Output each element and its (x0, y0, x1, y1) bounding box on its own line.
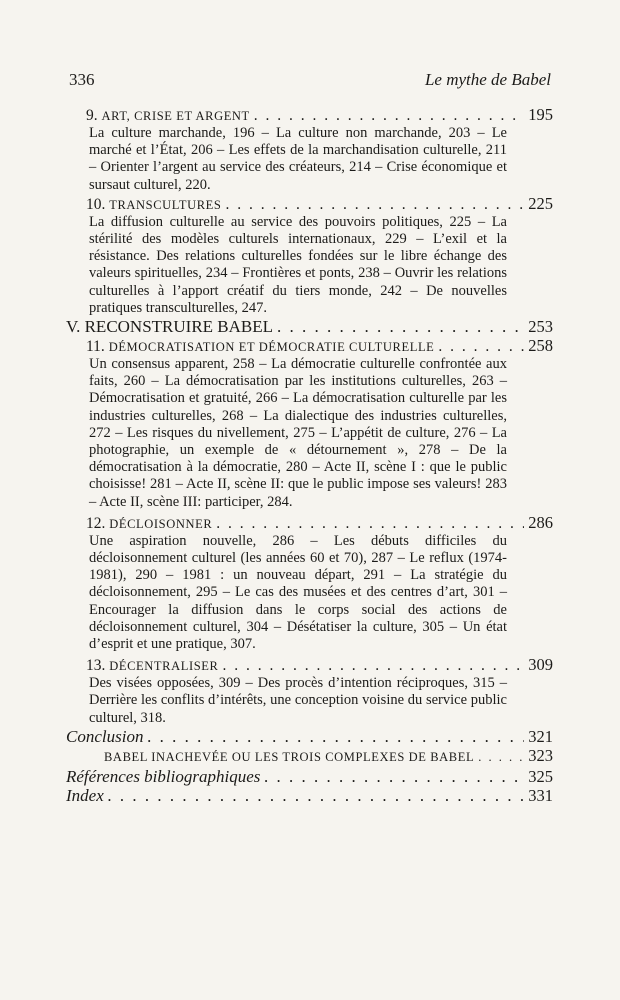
chapter-page: 286 (528, 512, 553, 532)
leader-dots (216, 515, 524, 532)
toc-entry-index (66, 786, 553, 805)
chapter-number: 11. (86, 338, 105, 356)
back-matter-page: 323 (528, 745, 553, 765)
chapter-title: TRANSCULTURES (109, 197, 222, 212)
chapter-title: DÉCLOISONNER (109, 516, 213, 531)
toc-entry-babel-inachevee (69, 746, 553, 767)
table-of-contents (66, 105, 553, 805)
chapter-title: ART, CRISE ET ARGENT (101, 109, 250, 123)
chapter-number: 12. (86, 514, 106, 532)
toc-entry-chapter-13 (69, 656, 553, 675)
back-matter-title: Conclusion (66, 726, 144, 746)
leader-dots (225, 196, 524, 213)
leader-dots (438, 338, 524, 355)
leader-dots (108, 786, 524, 805)
chapter-page: 309 (528, 655, 553, 675)
leader-dots (254, 107, 524, 124)
chapter-number: 13. (86, 657, 106, 675)
leader-dots (478, 748, 524, 767)
leader-dots (277, 317, 524, 337)
toc-entry-chapter-11 (69, 337, 553, 356)
part-number: V. (66, 317, 81, 337)
back-matter-title: Index (66, 785, 104, 805)
running-title: Le mythe de Babel (424, 70, 551, 89)
back-matter-page: 321 (528, 726, 553, 746)
leader-dots (222, 657, 524, 674)
toc-entry-chapter-9 (69, 106, 553, 125)
chapter-page: 195 (528, 105, 553, 124)
back-matter-page: 325 (528, 766, 553, 786)
chapter-number: 9. (86, 107, 98, 124)
toc-entry-references (66, 767, 553, 786)
chapter-summary: La culture marchande, 196 – La culture non marchande, 203 – Le marché et l’État, 206 – Les effets de la marchandisation culturelle, 211 – Orienter l’argent au service des créateurs, 214 – Crise économique et sursaut culturel, 220. (89, 125, 507, 193)
page-number: 336 (69, 70, 95, 89)
toc-entry-conclusion (66, 727, 553, 746)
leader-dots (264, 767, 524, 786)
leader-dots (147, 727, 524, 746)
chapter-summary: La diffusion culturelle au service des pouvoirs politiques, 225 – La stérilité des modèles culturels internationaux, 229 – L’exil et la résistance. Des relations culturelles fondées sur le libre échange des valeurs spirituelles, 234 – Frontières et ponts, 238 – Ouvrir les relations culturelles à l’apport créatif du tiers monde, 242 – De nouvelles pratiques transculturelles, 247. (89, 213, 507, 316)
chapter-summary: Une aspiration nouvelle, 286 – Les débuts difficiles du décloisonnement culturel (les années 60 et 70), 287 – Le reflux (1974-1981), 290 – 1981 : un nouveau départ, 291 – La stratégie du décloisonnement, 295 – Le cas des musées et des centres d’art, 301 – Encourager la diffusion dans le corps social des actions de décloisonnement culturel, 304 – Désétatiser la culture, 305 – Un état d’esprit et une pratique, 307. (89, 532, 507, 653)
toc-entry-part-5 (66, 317, 553, 337)
chapter-summary: Des visées opposées, 309 – Des procès d’intention réciproques, 315 – Derrière les conflits d’intérêts, une conception voisine du service public culturel, 318. (89, 675, 507, 726)
chapter-title: DÉCENTRALISER (109, 659, 219, 674)
back-matter-title: Références bibliographiques (66, 766, 261, 786)
part-title: RECONSTRUIRE BABEL (84, 317, 274, 337)
back-matter-page: 331 (528, 785, 553, 805)
toc-entry-chapter-12 (69, 514, 553, 533)
part-page: 253 (528, 317, 553, 337)
toc-entry-chapter-10 (69, 195, 553, 214)
chapter-number: 10. (86, 195, 106, 213)
chapter-title: DÉMOCRATISATION ET DÉMOCRATIE CULTURELLE (108, 340, 435, 355)
back-matter-title: BABEL INACHEVÉE OU LES TROIS COMPLEXES DE BABEL (104, 749, 475, 764)
chapter-page: 258 (528, 336, 553, 356)
chapter-summary: Un consensus apparent, 258 – La démocratie culturelle confrontée aux faits, 260 – La démocratisation par les institutions culturelles, 263 – Démocratisation et gratuité, 266 – La démocratisation culturelle par les industries culturelles, 268 – La dialectique des industries culturelles, 272 – Les risques du nivellement, 275 – L’appétit de culture, 276 – La photographie, un exemple de « détournement », 278 – De la démocratisation à la démocratie, 280 – Acte II, scène I : que le public choisisse! 281 – Acte II, scène II: que le public impose ses valeurs! 283 – Acte II, scène III: participer, 284. (89, 356, 507, 510)
chapter-page: 225 (528, 193, 553, 213)
